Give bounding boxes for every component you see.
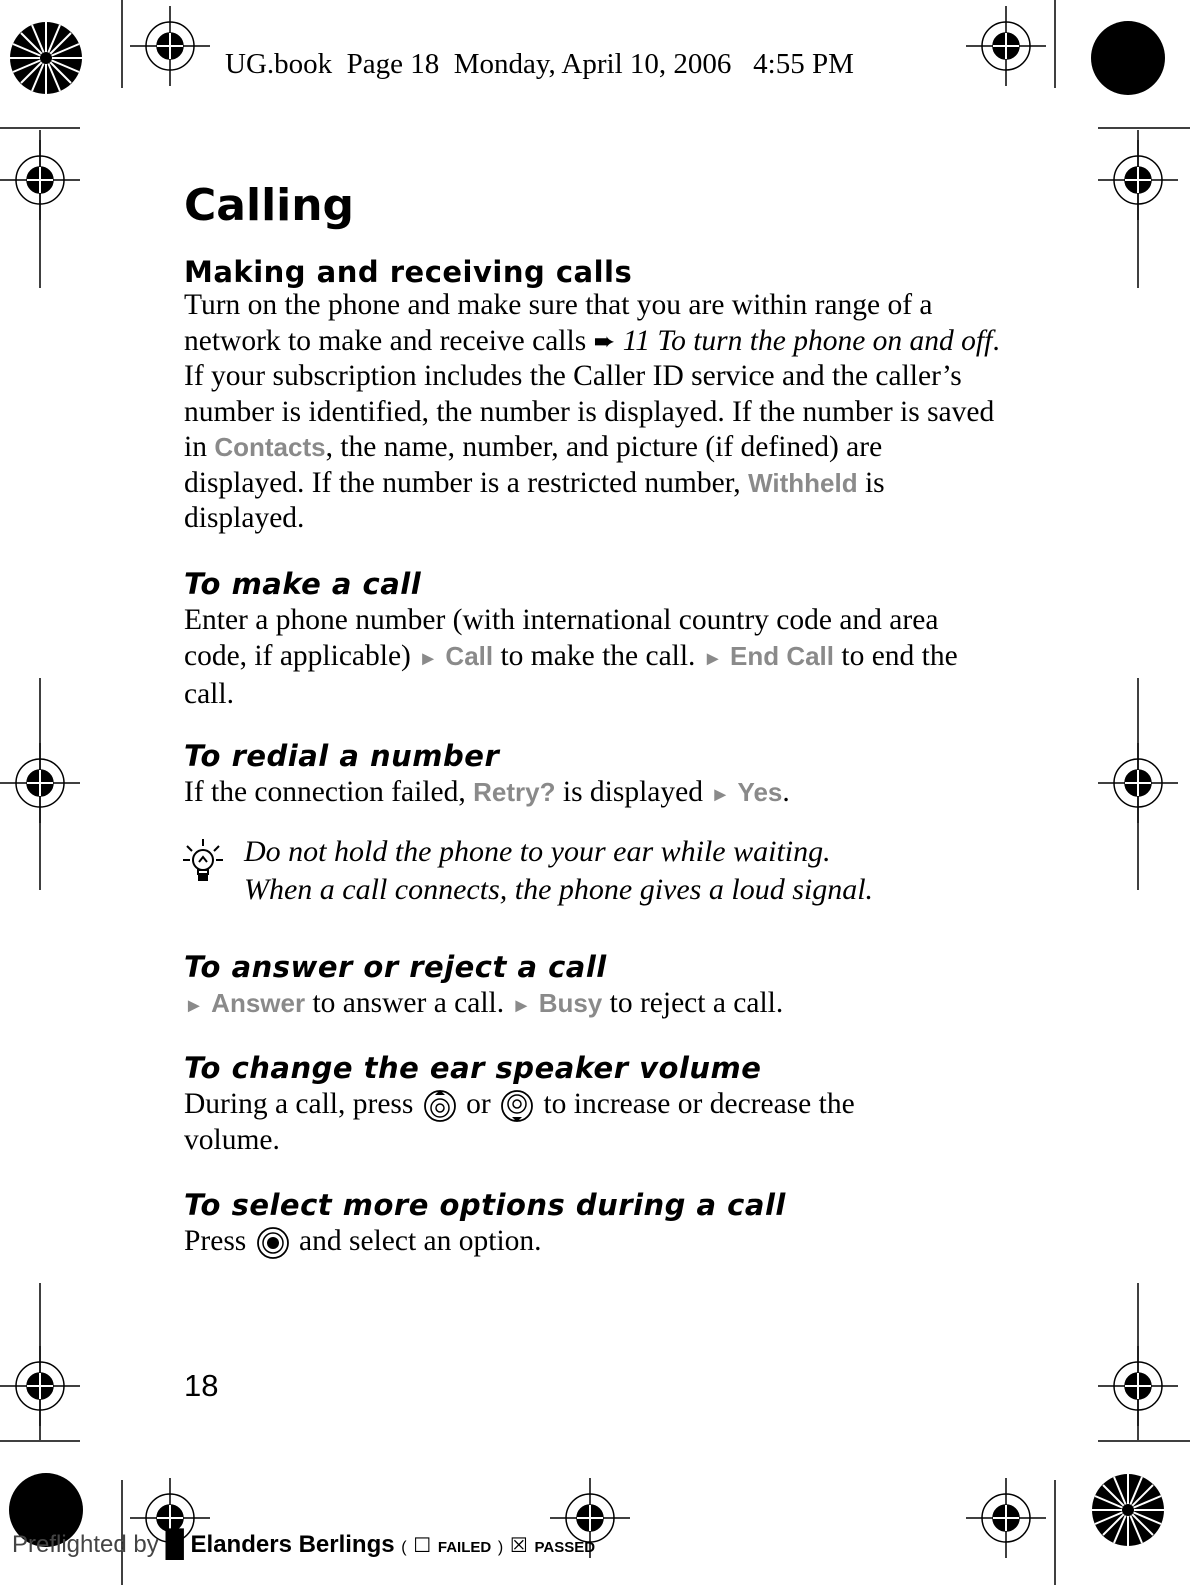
page-number: 18: [184, 1368, 219, 1403]
select-key-icon: [256, 1226, 290, 1260]
paragraph-options: [184, 1224, 1004, 1260]
section-heading-volume: To change the ear speaker volume: [184, 1051, 762, 1085]
text: Press: [184, 1225, 254, 1257]
text: to end the call.: [184, 639, 958, 710]
tip-line: When a call connects, the phone gives a loud signal.: [244, 873, 874, 906]
menu-term-contacts: Contacts: [214, 432, 326, 462]
tip-line: Do not hold the phone to your ear while waiting.: [244, 835, 831, 868]
text: Turn on the phone and make sure that you are within range of a network to make and receive calls: [184, 289, 933, 357]
page-title: Calling: [184, 180, 355, 231]
menu-term-withheld: Withheld: [748, 467, 858, 498]
book-header: UG.book Page 18 Monday, April 10, 2006 4:55 PM: [225, 48, 854, 80]
menu-term-answer: Answer: [211, 988, 306, 1018]
failed-label: FAILED: [437, 1539, 492, 1556]
menu-term-yes: Yes: [737, 777, 783, 807]
triangle-right-icon: ►: [710, 784, 731, 806]
text: is displayed.: [184, 466, 885, 534]
paragraph-redial: [184, 775, 1004, 814]
text: to make the call.: [493, 639, 703, 672]
section-heading-answer-reject: To answer or reject a call: [184, 950, 607, 984]
lightbulb-tip-icon: [182, 838, 224, 884]
text: is displayed: [555, 776, 711, 808]
section-heading-redial: To redial a number: [184, 739, 500, 773]
text: If the connection failed,: [184, 776, 474, 808]
text: . If your subscription includes the Caller ID service and the caller’s number is identified, the number is displayed. If the number is saved in: [184, 324, 1000, 463]
section-heading-make-call: To make a call: [184, 567, 422, 601]
section-heading-making-receiving: Making and receiving calls: [184, 255, 633, 289]
section-heading-options: To select more options during a call: [184, 1188, 786, 1222]
paragraph-make-call: [184, 603, 1004, 713]
elanders-logo-icon: █: [165, 1528, 184, 1558]
text: to reject a call.: [602, 987, 784, 1019]
menu-term-busy: Busy: [538, 988, 603, 1018]
brand-name: Elanders Berlings: [190, 1531, 395, 1558]
text: During a call, press: [184, 1088, 421, 1120]
triangle-right-icon: ►: [702, 647, 723, 670]
triangle-right-icon: ►: [184, 995, 204, 1017]
text: to answer a call.: [305, 987, 512, 1019]
text: to increase or decrease the volume.: [184, 1088, 855, 1157]
triangle-right-icon: ►: [511, 995, 532, 1017]
text: , the name, number, and picture (if defined) are displayed. If the number is a restricted number,: [184, 431, 883, 499]
cross-reference-link[interactable]: 11 To turn the phone on and off: [622, 324, 993, 357]
volume-up-key-icon: [423, 1089, 457, 1123]
checkbox-crossed-icon: ☒: [509, 1535, 528, 1557]
preflight-label: Preflighted by: [12, 1531, 159, 1558]
text: or: [458, 1088, 499, 1120]
passed-label: PASSED: [534, 1539, 596, 1556]
triangle-right-icon: ►: [418, 647, 439, 670]
menu-term-call: Call: [445, 640, 494, 671]
text: and select an option.: [291, 1225, 542, 1257]
text: .: [782, 776, 790, 808]
text: Enter a phone number (with international country code and area code, if applicable): [184, 604, 939, 672]
volume-down-key-icon: [500, 1089, 534, 1123]
paragraph-making-receiving: [184, 288, 1004, 537]
paragraph-volume: [184, 1087, 904, 1159]
checkbox-empty-icon: ☐: [413, 1535, 432, 1557]
preflight-stamp: Preflighted by █ Elanders Berlings ( ☐ FAILED ) ☒ PASSED: [12, 1528, 596, 1558]
menu-term-retry: Retry?: [473, 777, 556, 807]
menu-term-end-call: End Call: [729, 640, 834, 671]
tip-note: [244, 833, 1004, 909]
arrow-right-icon: ➨: [593, 326, 616, 356]
paragraph-answer-reject: [184, 986, 1004, 1025]
